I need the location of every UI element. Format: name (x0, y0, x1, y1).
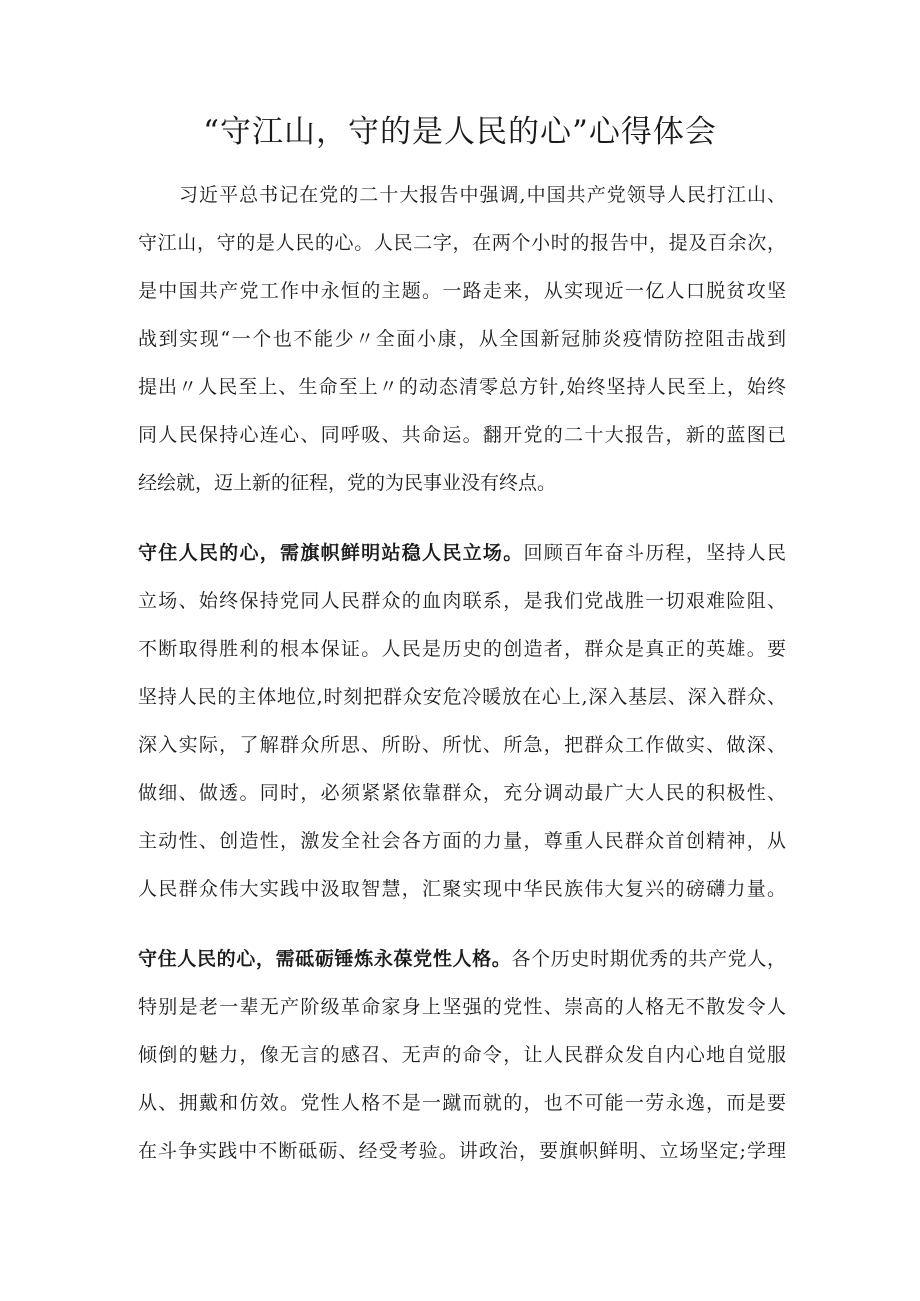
paragraph-2-line-1 (138, 536, 786, 570)
paragraph-3-line-3: 倾倒的魅力，像无言的感召、无声的命令，让人民群众发自内心地自觉服 (138, 1044, 786, 1066)
page-title: “守江山，守的是人民的心”心得体会 (203, 114, 717, 150)
paragraph-2-line-1-text: 回顾百年奋斗历程，坚持人民 (523, 542, 786, 564)
paragraph-3-lead: 守住人民的心，需砥砺锤炼永葆党性人格。 (138, 948, 512, 970)
paragraph-2-line-2: 立场、始终保持党同人民群众的血肉联系，是我们党战胜一切艰难险阻、 (138, 590, 786, 612)
paragraph-3-line-4: 从、拥戴和仿效。党性人格不是一蹴而就的，也不可能一劳永逸，而是要 (138, 1092, 786, 1114)
paragraph-2-line-6: 做细、做透。同时，必须紧紧依靠群众，充分调动最广大人民的积极性、 (138, 782, 786, 804)
paragraph-2-line-4: 坚持人民的主体地位,时刻把群众安危冷暖放在心上,深入基层、深入群众、 (138, 686, 786, 708)
paragraph-1-line-7: 经绘就，迈上新的征程，党的为民事业没有终点。 (138, 472, 557, 494)
paragraph-3-line-1 (138, 942, 786, 976)
paragraph-2-lead: 守住人民的心，需旗帜鲜明站稳人民立场。 (138, 542, 524, 564)
paragraph-1-line-1: 习近平总书记在党的二十大报告中强调,中国共产党领导人民打江山、 (179, 184, 786, 206)
paragraph-1-line-3: 是中国共产党工作中永恒的主题。一路走来，从实现近一亿人口脱贫攻坚 (138, 280, 786, 302)
paragraph-1-line-4: 战到实现“一个也不能少〃全面小康，从全国新冠肺炎疫情防控阻击战到 (138, 328, 786, 350)
paragraph-3-line-5: 在斗争实践中不断砥砺、经受考验。讲政治，要旗帜鲜明、立场坚定;学理 (138, 1140, 786, 1162)
paragraph-2-line-8: 人民群众伟大实践中汲取智慧，汇聚实现中华民族伟大复兴的磅礴力量。 (138, 878, 786, 900)
paragraph-3-line-2: 特别是老一辈无产阶级革命家身上坚强的党性、崇高的人格无不散发令人 (138, 996, 786, 1018)
paragraph-1-line-2: 守江山，守的是人民的心。人民二字，在两个小时的报告中，提及百余次， (138, 232, 786, 254)
paragraph-2-line-5: 深入实际，了解群众所思、所盼、所忧、所急，把群众工作做实、做深、 (138, 734, 786, 756)
paragraph-2-line-7: 主动性、创造性，激发全社会各方面的力量，尊重人民群众首创精神，从 (138, 830, 786, 852)
paragraph-1-line-6: 同人民保持心连心、同呼吸、共命运。翻开党的二十大报告，新的蓝图已 (138, 424, 786, 446)
paragraph-3-line-1-text: 各个历史时期优秀的共产党人， (511, 948, 786, 970)
paragraph-1-line-5: 提出〃人民至上、生命至上〃的动态清零总方针,始终坚持人民至上，始终 (138, 376, 786, 398)
paragraph-2-line-3: 不断取得胜利的根本保证。人民是历史的创造者，群众是真正的英雄。要 (138, 638, 786, 660)
